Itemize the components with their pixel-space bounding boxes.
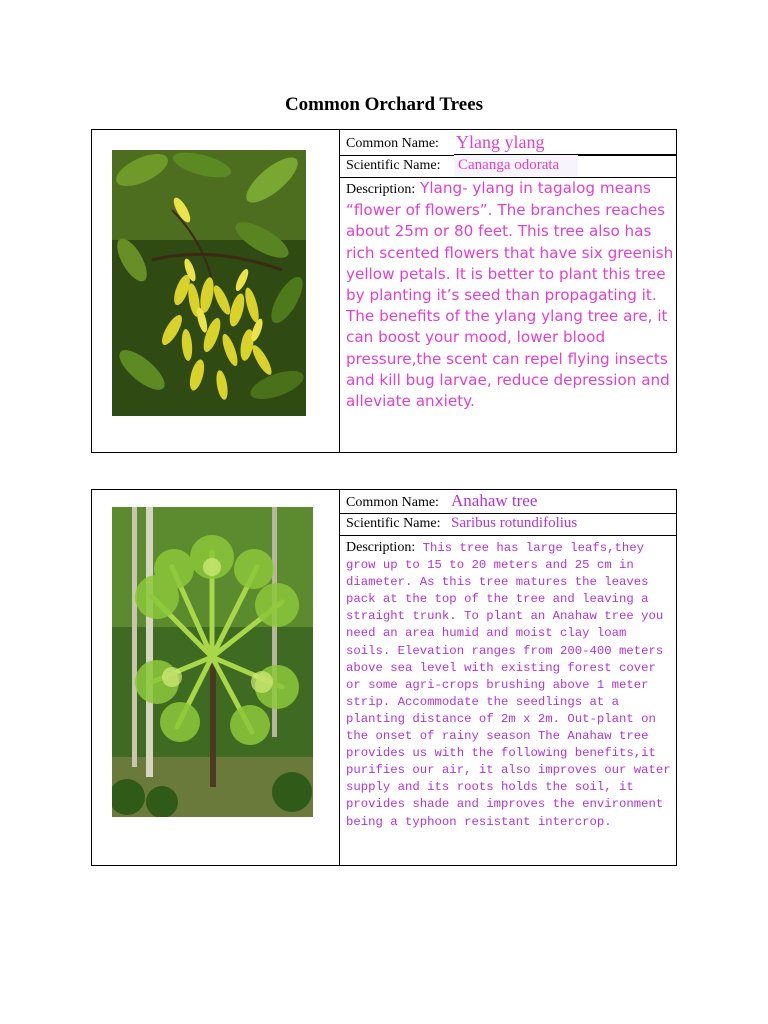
ylang-ylang-photo xyxy=(112,150,306,416)
common-name-value: Ylang ylang xyxy=(456,132,545,152)
description-block xyxy=(346,178,674,412)
common-name-label: Common Name: xyxy=(346,136,439,151)
common-name-row xyxy=(340,490,676,514)
scientific-name-label: Scientific Name: xyxy=(346,158,441,173)
anahaw-tree-photo xyxy=(112,507,313,817)
info-cell xyxy=(340,130,676,452)
common-name-row xyxy=(340,130,676,156)
scientific-name-value: Cananga odorata xyxy=(458,157,560,173)
image-cell xyxy=(92,490,340,865)
description-label: Description: xyxy=(346,182,416,197)
description-text: This tree has large leafs,they grow up to 15 to 20 meters and 25 cm in diameter. As this tree matures the leaves pack at the top of the tree and leaving a straight trunk. To plant an Anahaw tree you need an area humid and moist clay loam soils. Elevation ranges from 200-400 meters above sea level with existing forest cover or some agri-crops brushing above 1 meter strip. Accommodate the seedlings at a planting distance of 2m x 2m. Out-plant on the onset of rainy season The Anahaw tree provides us with the following benefits,it purifies our air, it also improves our water supply and its roots holds the soil, it provides shade and improves the environment being a typhoon resistant intercrop. xyxy=(346,541,671,829)
description-text: Ylang- ylang in tagalog means “flower of flowers”. The branches reaches about 25m or 80 feet. This tree also has rich scented flowers that have six greenish yellow petals. It is better to plant this tree by planting it’s seed than propagating it. The benefits of the ylang ylang tree are, it can boost your mood, lower blood pressure,the scent can repel flying insects and kill bug larvae, reduce depression and alleviate anxiety. xyxy=(346,179,674,411)
tree-card-anahaw xyxy=(91,489,677,866)
scientific-name-row xyxy=(340,155,676,178)
description-block xyxy=(346,539,676,831)
description-label: Description: xyxy=(346,540,416,555)
tree-card-ylang-ylang xyxy=(91,129,677,453)
scientific-name-label: Scientific Name: xyxy=(346,516,441,531)
info-cell xyxy=(340,490,676,865)
common-name-label: Common Name: xyxy=(346,495,439,510)
scientific-name-row xyxy=(340,513,676,536)
image-cell xyxy=(92,130,340,452)
scientific-name-value: Saribus rotundifolius xyxy=(451,515,578,531)
page-title: Common Orchard Trees xyxy=(284,94,484,115)
common-name-value: Anahaw tree xyxy=(451,491,538,510)
